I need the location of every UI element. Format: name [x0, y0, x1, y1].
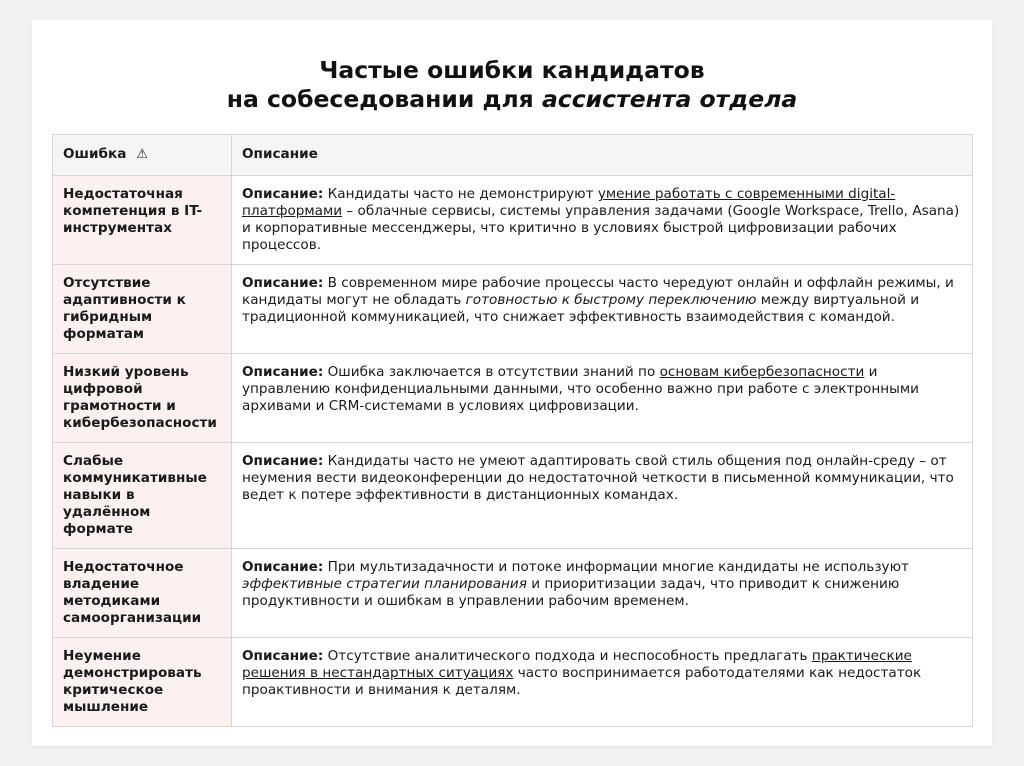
title-line-2-italic: ассистента отдела [541, 85, 798, 113]
description-label: Описание: [242, 186, 324, 202]
page-title [0, 56, 1024, 114]
description-text: Отсутствие аналитического подхода и неспособность предлагать [323, 648, 812, 664]
description-text: При мультизадачности и потоке информации многие кандидаты не используют [323, 559, 909, 575]
table-row [53, 354, 973, 443]
description-text: В современном мире рабочие процессы часто чередуют онлайн и оффлайн режимы, и кандидаты могут не обладать [242, 275, 954, 308]
description-cell [232, 354, 973, 443]
header-error [53, 135, 232, 176]
header-error-label: Ошибка [63, 146, 127, 162]
description-cell [232, 638, 973, 727]
description-text: часто воспринимается работодателями как недостаток проактивности и внимания к деталям. [242, 665, 922, 698]
description-text: – облачные сервисы, системы управления задачами (Google Workspace, Trello, Asana) и корпоративные мессенджеры, что критично в условиях быстрой цифровизации рабочих процессов. [242, 203, 960, 253]
description-cell [232, 443, 973, 549]
title-line-2-prefix: на собеседовании для [226, 85, 542, 113]
description-cell [232, 549, 973, 638]
table-header-row [53, 135, 973, 176]
description-emphasis: эффективные стратегии планирования [242, 576, 527, 592]
description-cell [232, 176, 973, 265]
warning-icon: ⚠ [136, 147, 149, 162]
table-row [53, 176, 973, 265]
error-cell: Недостаточное владение методиками самоорганизации [53, 549, 232, 638]
header-description: Описание [232, 135, 973, 176]
table-row [53, 549, 973, 638]
description-text: между виртуальной и традиционной коммуникацией, что снижает эффективность взаимодействия с командой. [242, 292, 920, 325]
description-text: и управлению конфиденциальными данными, что особенно важно при работе с электронными архивами и CRM-системами в условиях цифровизации. [242, 364, 919, 414]
description-label: Описание: [242, 453, 324, 469]
error-cell: Неумение демонстрировать критическое мышление [53, 638, 232, 727]
description-text: Кандидаты часто не демонстрируют [323, 186, 598, 202]
error-cell: Низкий уровень цифровой грамотности и кибербезопасности [53, 354, 232, 443]
table-row [53, 638, 973, 727]
description-cell [232, 265, 973, 354]
description-text: Кандидаты часто не умеют адаптировать свой стиль общения под онлайн-среду – от неумения вести видеоконференции до недостаточной четкости в письменной коммуникации, что ведет к потере эффективности в дистанционных командах. [242, 453, 954, 503]
title-line-1: Частые ошибки кандидатов [319, 56, 705, 84]
error-cell: Отсутствие адаптивности к гибридным форматам [53, 265, 232, 354]
description-emphasis: умение работать с современными digital-платформами [242, 186, 896, 219]
description-label: Описание: [242, 275, 324, 291]
title-line-2 [0, 85, 1024, 114]
description-text: и приоритизации задач, что приводит к снижению продуктивности и ошибкам в управлении рабочим временем. [242, 576, 900, 609]
description-label: Описание: [242, 559, 324, 575]
description-emphasis: основам кибербезопасности [659, 364, 865, 380]
table-row [53, 443, 973, 549]
error-cell: Слабые коммуникативные навыки в удалённом формате [53, 443, 232, 549]
description-text: Ошибка заключается в отсутствии знаний по [323, 364, 660, 380]
error-cell: Недостаточная компетенция в IT-инструментах [53, 176, 232, 265]
table-row [53, 265, 973, 354]
description-emphasis: готовностью к быстрому переключению [465, 292, 757, 308]
description-label: Описание: [242, 364, 324, 380]
mistakes-table [52, 134, 973, 727]
description-label: Описание: [242, 648, 324, 664]
description-emphasis: практические решения в нестандартных ситуациях [242, 648, 912, 681]
